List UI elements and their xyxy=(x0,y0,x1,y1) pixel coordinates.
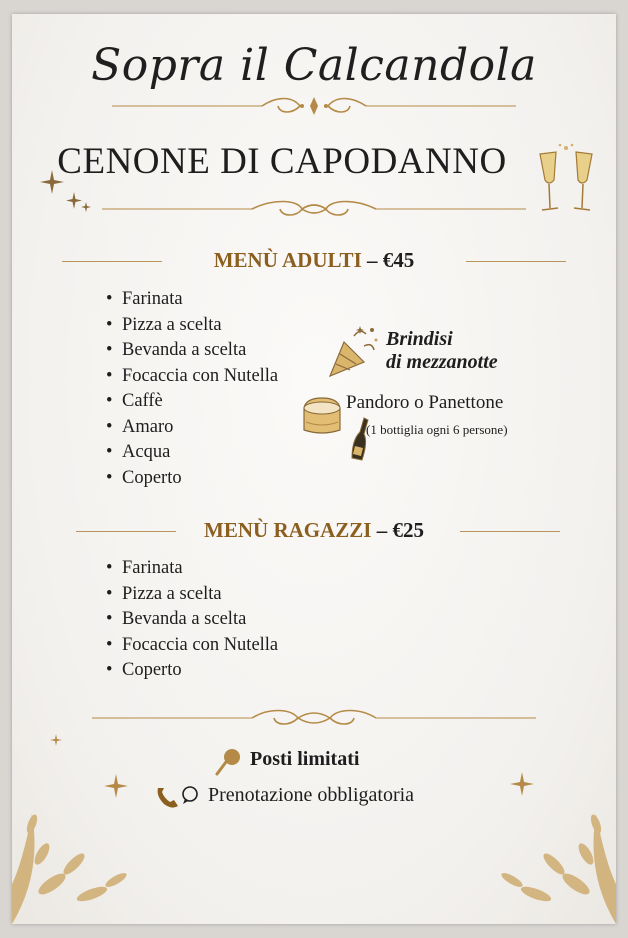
kids-menu-list xyxy=(106,556,278,684)
list-item: • Coperto xyxy=(106,466,278,492)
dessert-text: Pandoro o Panettone xyxy=(346,392,504,413)
adult-menu-heading xyxy=(12,248,616,273)
kids-menu-heading xyxy=(12,518,616,543)
list-item: • Farinata xyxy=(106,556,278,582)
list-item: • Pizza a scelta xyxy=(106,313,278,339)
adult-menu-list xyxy=(106,287,278,491)
adult-menu-title: MENÙ ADULTI xyxy=(213,248,362,272)
kids-menu-price: €25 xyxy=(392,518,424,542)
kids-menu-title: MENÙ RAGAZZI xyxy=(204,518,372,542)
ornament-divider-title xyxy=(102,198,526,220)
adult-menu-separator: – xyxy=(367,248,378,272)
gold-leaves-decoration xyxy=(466,734,616,924)
event-title: CENONE DI CAPODANNO xyxy=(57,141,507,182)
list-item: • Focaccia con Nutella xyxy=(106,364,278,390)
limited-seats xyxy=(250,748,359,771)
list-item: • Bevanda a scelta xyxy=(106,607,278,633)
toast-line-1: Brindisi xyxy=(386,328,453,350)
list-item: • Caffè xyxy=(106,389,278,415)
pin-icon xyxy=(214,747,244,777)
ornament-divider-bottom xyxy=(92,706,536,730)
booking-required: Prenotazione obbligatoria xyxy=(208,784,415,806)
list-item: • Acqua xyxy=(106,440,278,466)
sparkle-icon xyxy=(40,166,92,216)
toast-line-2: di mezzanotte xyxy=(386,351,498,373)
list-item: • Pizza a scelta xyxy=(106,582,278,608)
list-item: • Coperto xyxy=(106,658,278,684)
limited-seats-text: Posti limitati xyxy=(250,748,360,770)
gold-leaves-decoration xyxy=(12,734,162,924)
list-item: • Bevanda a scelta xyxy=(106,338,278,364)
list-item: • Farinata xyxy=(106,287,278,313)
kids-menu-separator: – xyxy=(376,518,388,542)
restaurant-name: Sopra il Calcandola xyxy=(91,40,537,91)
dessert-note: (1 bottiglia ogni 6 persone) xyxy=(366,422,508,437)
ornament-divider-top xyxy=(112,94,516,118)
toast-text xyxy=(386,328,498,374)
party-popper-icon xyxy=(324,324,380,382)
list-item: • Amaro xyxy=(106,415,278,441)
list-item: • Focaccia con Nutella xyxy=(106,633,278,659)
adult-menu-price: €45 xyxy=(382,248,415,272)
champagne-glasses-icon xyxy=(532,142,604,220)
menu-card xyxy=(12,14,616,924)
